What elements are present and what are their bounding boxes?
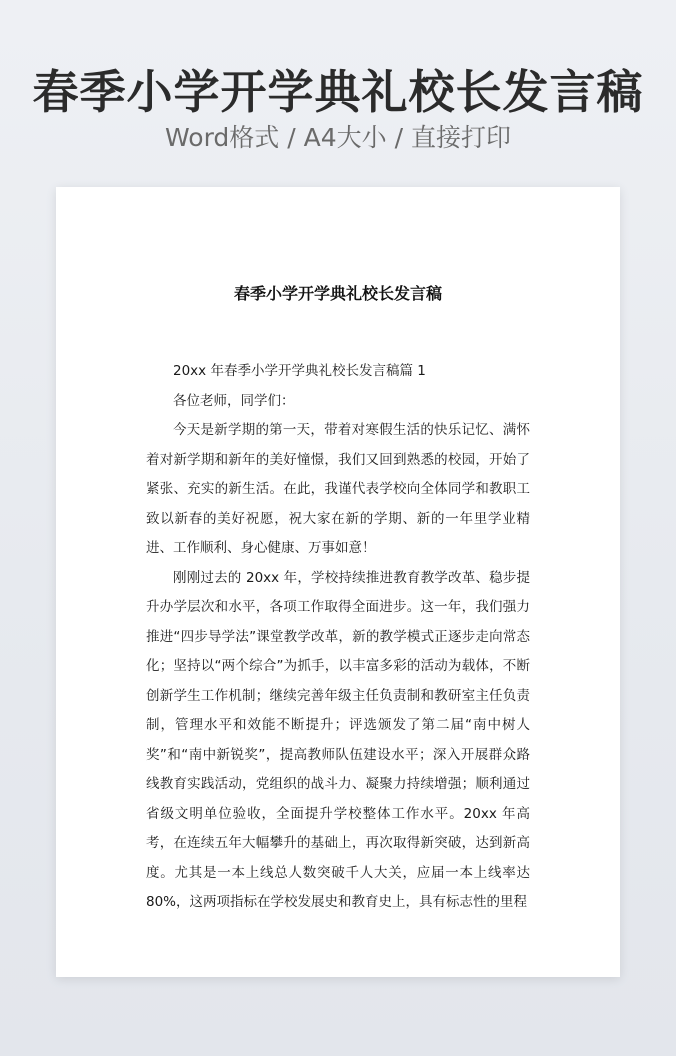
paragraph-review: 刚刚过去的 20xx 年，学校持续推进教育教学改革、稳步提升办学层次和水平，各项工作取得全面进步。这一年，我们强力推进“四步导学法”课堂教学改革，新的教学模式正逐步走向常态化；坚持以“两个综合”为抓手，以丰富多彩的活动为载体，不断创新学生工作机制；继续完善年级主任负责制和教研室主任负责制，管理水平和效能不断提升；评选颁发了第二届“南中树人奖”和“南中新锐奖”，提高教师队伍建设水平；深入开展群众路线教育实践活动，党组织的战斗力、凝聚力持续增强；顺利通过省级文明单位验收，全面提升学校整体工作水平。20xx 年高考，在连续五年大幅攀升的基础上，再次取得新突破，达到新高度。尤其是一本上线总人数突破千人大关，应届一本上线率达 80%，这两项指标在学校发展史和教育史上，具有标志性的里程 (146, 569, 530, 910)
paragraph-salutation: 各位老师，同学们： (173, 392, 295, 409)
banner-title: 春季小学开学典礼校长发言稿 (32, 65, 644, 119)
paragraph-heading: 20xx 年春季小学开学典礼校长发言稿篇 1 (173, 363, 426, 379)
banner-subtitle: Word格式 / A4大小 / 直接打印 (165, 123, 511, 152)
paragraph-opening: 今天是新学期的第一天，带着对寒假生活的快乐记忆、满怀着对新学期和新年的美好憧憬，我们又回到熟悉的校园，开始了紧张、充实的新生活。在此，我谨代表学校向全体同学和教职工致以新春的美好祝愿，祝大家在新的学期、新的一年里学业精进、工作顺利、身心健康、万事如意！ (146, 422, 530, 556)
document-title: 春季小学开学典礼校长发言稿 (233, 284, 442, 303)
document-body (146, 357, 530, 918)
document-page (56, 187, 620, 977)
